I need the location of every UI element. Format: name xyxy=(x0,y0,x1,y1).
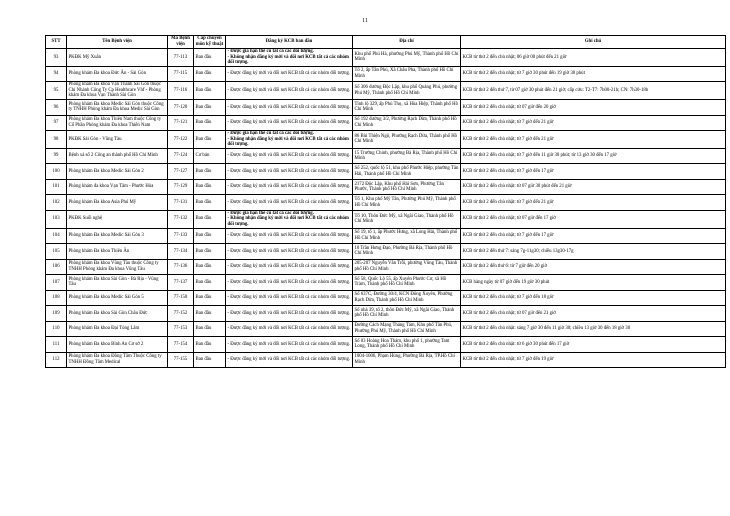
table-row xyxy=(46,66,726,82)
row-code: 77-115 xyxy=(168,66,194,82)
row-registration xyxy=(226,195,353,211)
table-row xyxy=(46,131,726,149)
row-registration xyxy=(226,131,353,149)
row-code: 77-121 xyxy=(168,115,194,131)
row-registration xyxy=(226,352,353,368)
row-level: Ban đầu xyxy=(194,131,226,149)
row-address: Tổ 2, ấp Tân Phú, Xã Châu Pha, Thành phố Hồ Chí Minh xyxy=(353,66,461,82)
row-note: KCB từ thứ 2 đến chủ nhật: sáng 7 giờ 30 đến 11 giờ 30; chiều 13 giờ 30 đến 18 giờ 30 xyxy=(461,321,726,337)
row-stt: 102 xyxy=(46,195,67,211)
row-registration xyxy=(226,49,353,67)
row-hospital-name: Phòng khám Đa khoa Vũng Tàu thuộc Công ty TNHH Phòng khám Đa khoa Vũng Tàu xyxy=(67,259,168,275)
registration-line: - Được đăng ký mới và đổi nơi KCB tất cả các nhóm đối tượng. xyxy=(227,199,351,205)
table-row xyxy=(46,100,726,116)
row-note: KCB từ thứ 2 đến chủ nhật; từ 7 giờ đến 18 giờ xyxy=(461,290,726,306)
registration-line: - Được đăng ký mới và đổi nơi KCB tất cả các nhóm đối tượng. xyxy=(227,184,351,190)
row-code: 77-153 xyxy=(168,321,194,337)
row-note: KCB từ thứ 2 đến chủ nhật; từ 7 giờ đến 21 giờ xyxy=(461,131,726,149)
row-note: KCB từ thứ 2 đến chủ nhật; từ 07 giờ đến 20 giờ xyxy=(461,100,726,116)
row-registration xyxy=(226,100,353,116)
row-note: KCB từ thứ 2 đến chủ nhật; từ 7 giờ đến 17 giờ xyxy=(461,164,726,180)
row-code: 77-137 xyxy=(168,275,194,291)
row-note: KCB từ thứ 2 đến thứ 6: từ 7 giờ đến 20 giờ xyxy=(461,259,726,275)
table-row xyxy=(46,244,726,260)
row-level: Ban đầu xyxy=(194,275,226,291)
row-code: 77-131 xyxy=(168,195,194,211)
table-row xyxy=(46,210,726,228)
row-stt: 96 xyxy=(46,100,67,116)
row-note: KCB từ thứ 2 đến chủ nhật; từ 7 giờ đến 21 giờ xyxy=(461,115,726,131)
table-row xyxy=(46,148,726,164)
row-registration xyxy=(226,210,353,228)
row-code: 77-132 xyxy=(168,210,194,228)
row-level: Ban đầu xyxy=(194,352,226,368)
table-row xyxy=(46,82,726,100)
header-hospital: Tên Bệnh viện xyxy=(67,36,168,49)
row-stt: 108 xyxy=(46,290,67,306)
table-row xyxy=(46,275,726,291)
row-code: 77-136 xyxy=(168,259,194,275)
row-note: KCB từ thứ 2 đến thứ 7, từ 07 giờ 30 phút đến 21 giờ; cấp cứu: T2-T7: 7h00-21h; CN: 7h30-18h xyxy=(461,82,726,100)
row-level: Ban đầu xyxy=(194,321,226,337)
row-note: KCB từ thứ 2 đến chủ nhật; từ 07 giờ đến 17 giờ xyxy=(461,210,726,228)
row-registration xyxy=(226,115,353,131)
table-header-row xyxy=(46,36,726,49)
row-level: Ban đầu xyxy=(194,66,226,82)
table-row xyxy=(46,115,726,131)
row-hospital-name: Phòng khám Đa khoa Sài Gòn - Bà Rịa - Vũng Tàu xyxy=(67,275,168,291)
row-level: Ban đầu xyxy=(194,195,226,211)
row-hospital-name: Phòng khám Đa khoa Medic Sài Gòn 3 xyxy=(67,228,168,244)
row-hospital-name: Phòng khám Đa khoa Đại Tòng Lâm xyxy=(67,321,168,337)
row-hospital-name: Phòng khám Đa khoa Bình An Cơ sở 2 xyxy=(67,337,168,353)
row-code: 77-116 xyxy=(168,82,194,100)
row-level: Ban đầu xyxy=(194,244,226,260)
table-row xyxy=(46,228,726,244)
row-note: KCB hàng ngày từ 07 giờ đến 19 giờ 30 phút xyxy=(461,275,726,291)
row-address: Số 252, quốc lộ 51, khu phố Phước Hiệp, phường Tân Hải, Thành phố Hồ Chí Minh xyxy=(353,164,461,180)
row-code: 77-124 xyxy=(168,148,194,164)
table-row xyxy=(46,49,726,67)
row-note: KCB từ thứ 2 đến chủ nhật; 06 giờ 00 phút đến 21 giờ xyxy=(461,49,726,67)
row-code: 77-134 xyxy=(168,244,194,260)
registration-line: - Không nhận đăng ký mới và đổi nơi KCB tất cả các nhóm đối tượng. xyxy=(227,54,349,66)
row-code: 77-122 xyxy=(168,131,194,149)
row-hospital-name: Phòng khám Đa khoa Đức Ân - Sài Gòn xyxy=(67,66,168,82)
row-address: 86 Bùi Thiện Ngộ, Phường Rạch Dừa, Thành phố Hồ Chí Minh xyxy=(353,131,461,149)
header-stt: STT xyxy=(46,36,67,49)
row-address: Số 306 đường Độc Lập, khu phố Quảng Phú, phường Phú Mỹ, Thành phố Hồ Chí Minh xyxy=(353,82,461,100)
row-address: 15 Trường Chinh, phường Bà Rịa, Thành phố Hồ Chí Minh xyxy=(353,148,461,164)
row-address: Tổ 10, Thôn Đức Mỹ, xã Ngãi Giao, Thành phố Hồ Chí Minh xyxy=(353,210,461,228)
registration-line: - Được đăng ký mới và đổi nơi KCB tất cả các nhóm đối tượng. xyxy=(227,310,351,316)
registration-line: - Được gia hạn thẻ cũ tất cả các đối tượng. xyxy=(227,210,314,216)
row-registration xyxy=(226,321,353,337)
row-address: 1004-1006, Phạm Hùng, Phường Bà Rịa, TP.Hồ Chí Minh xyxy=(353,352,461,368)
row-level: Cơ bản xyxy=(194,148,226,164)
registration-line: - Được đăng ký mới và đổi nơi KCB tất cả các nhóm đối tượng. xyxy=(227,341,351,347)
row-code: 77-155 xyxy=(168,352,194,368)
row-hospital-name: Phòng khám Đa khoa Medic Sài Gòn 2 xyxy=(67,164,168,180)
row-stt: 94 xyxy=(46,66,67,82)
row-hospital-name: Phòng khám Đa khoa Đồng Tâm Thuộc Công ty TNHH Đồng Tâm Medical xyxy=(67,352,168,368)
row-level: Ban đầu xyxy=(194,290,226,306)
row-stt: 109 xyxy=(46,306,67,322)
row-hospital-name: PKĐK Mỹ Xuân xyxy=(67,49,168,67)
facility-table xyxy=(45,35,726,368)
table-body xyxy=(46,49,726,368)
registration-line: - Được đăng ký mới và đổi nơi KCB tất cả các nhóm đối tượng. xyxy=(227,168,351,174)
row-level: Ban đầu xyxy=(194,228,226,244)
registration-line: - Được đăng ký mới và đổi nơi KCB tất cả các nhóm đối tượng. xyxy=(227,87,351,93)
row-hospital-name: Phòng khám Đa khoa Vạn Thành Sài Gòn thuộc Chi Nhánh Công Ty Cp Healthcare Vhf - Phòng khám Đa khoa Vạn Thành Sài Gòn xyxy=(67,82,168,100)
row-address: Khu phố Phú Hà, phường Phú Mỹ, Thành phố Hồ Chí Minh xyxy=(353,49,461,67)
row-stt: 104 xyxy=(46,228,67,244)
row-level: Ban đầu xyxy=(194,82,226,100)
header-code: Mã Bệnh viện xyxy=(168,36,194,49)
row-code: 77-129 xyxy=(168,179,194,195)
table-row xyxy=(46,164,726,180)
row-registration xyxy=(226,244,353,260)
table-row xyxy=(46,337,726,353)
row-code: 77-113 xyxy=(168,49,194,67)
row-code: 77-154 xyxy=(168,337,194,353)
row-code: 77-152 xyxy=(168,306,194,322)
row-stt: 98 xyxy=(46,131,67,149)
row-note: KCB từ thứ 2 đến chủ nhật; từ 7 giờ đến 11 giờ 30 phút; từ 13 giờ 30 đến 17 giờ xyxy=(461,148,726,164)
row-note: KCB từ thứ 2 đến chủ nhật: từ 7 giờ đến 21 giờ xyxy=(461,195,726,211)
row-address: Số 637C, Đường 30/4, KCN Đông Xuyên, Phường Rạch Dừa, Thành phố Hồ Chí Minh xyxy=(353,290,461,306)
row-code: 77-127 xyxy=(168,164,194,180)
registration-line: - Được đăng ký mới và đổi nơi KCB tất cả các nhóm đối tượng. xyxy=(227,153,351,159)
row-registration xyxy=(226,290,353,306)
row-stt: 95 xyxy=(46,82,67,100)
row-stt: 110 xyxy=(46,321,67,337)
row-registration xyxy=(226,275,353,291)
row-level: Ban đầu xyxy=(194,100,226,116)
row-address: 2172 Độc Lập, Khu phố Hải Sơn, Phường Tân Phước, Thành phố Hồ Chí Minh xyxy=(353,179,461,195)
row-hospital-name: Phòng khám Đa khoa Medic Sài Gòn thuộc Công ty TNHH Phòng khám Đa khoa Medic Sài Gòn xyxy=(67,100,168,116)
row-registration xyxy=(226,82,353,100)
registration-line: - Được đăng ký mới và đổi nơi KCB tất cả các nhóm đối tượng. xyxy=(227,264,351,270)
row-note: KCB từ thứ 2 đến thứ 7: sáng 7g-11g30; chiều 13g30-17g xyxy=(461,244,726,260)
registration-line: - Không nhận đăng ký mới và đổi nơi KCB tất cả các nhóm đối tượng. xyxy=(227,136,349,148)
page-number: 11 xyxy=(362,18,368,24)
table-row xyxy=(46,321,726,337)
row-registration xyxy=(226,306,353,322)
row-stt: 97 xyxy=(46,115,67,131)
row-registration xyxy=(226,148,353,164)
row-address: Đường Cách Mạng Tháng Tám, Khu phố Tân Phú, Phường Phú Mỹ, Thành phố Hồ Chí Minh xyxy=(353,321,461,337)
table-row xyxy=(46,179,726,195)
row-level: Ban đầu xyxy=(194,164,226,180)
row-registration xyxy=(226,228,353,244)
row-address: Số 58, Quốc Lộ 55, ấp Xuyên Phước Cơ, xã Hồ Tràm, Thành phố Hồ Chí Minh xyxy=(353,275,461,291)
header-level: Cấp chuyên môn kỹ thuật xyxy=(194,36,226,49)
row-stt: 99 xyxy=(46,148,67,164)
row-address: Số 19, tổ 1, ấp Phước Hưng, xã Long Hải, Thành phố Hồ Chí Minh xyxy=(353,228,461,244)
registration-line: - Được đăng ký mới và đổi nơi KCB tất cả các nhóm đối tượng. xyxy=(227,104,351,110)
row-note: KCB từ thứ 2 đến chủ nhật; từ 7 giờ đến 17 giờ xyxy=(461,228,726,244)
row-registration xyxy=(226,179,353,195)
row-hospital-name: PKĐK Suối nghệ xyxy=(67,210,168,228)
registration-line: - Được đăng ký mới và đổi nơi KCB tất cả các nhóm đối tượng. xyxy=(227,233,351,239)
row-stt: 112 xyxy=(46,352,67,368)
row-code: 77-120 xyxy=(168,100,194,116)
registration-line: - Không nhận đăng ký mới và đổi nơi KCB tất cả các nhóm đối tượng. xyxy=(227,216,349,228)
table-row xyxy=(46,195,726,211)
row-level: Ban đầu xyxy=(194,115,226,131)
row-code: 77-150 xyxy=(168,290,194,306)
row-hospital-name: Phòng khám Đa khoa Medic Sài Gòn 5 xyxy=(67,290,168,306)
table-row xyxy=(46,259,726,275)
registration-line: - Được đăng ký mới và đổi nơi KCB tất cả các nhóm đối tượng. xyxy=(227,120,351,126)
registration-line: - Được gia hạn thẻ cũ tất cả các đối tượng. xyxy=(227,131,314,137)
row-address: Số 03 Hoàng Hoa Thám, khu phố 1, phường Tam Long, Thành phố Hồ Chí Minh xyxy=(353,337,461,353)
row-level: Ban đầu xyxy=(194,259,226,275)
row-address: Số nhà 39, tổ 2, thôn Đức Mỹ, xã Ngãi Giao, Thành phố Hồ Chí Minh xyxy=(353,306,461,322)
row-hospital-name: Phòng khám Đa khoa Asia Phú Mỹ xyxy=(67,195,168,211)
header-registration: Đăng ký KCB ban đầu xyxy=(226,36,353,49)
row-address: 10 Trần Hưng Đạo, Phường Bà Rịa, Thành phố Hồ Chí Minh xyxy=(353,244,461,260)
table-row xyxy=(46,290,726,306)
row-hospital-name: Phòng khám Đa khoa Thiên Ân xyxy=(67,244,168,260)
row-address: Tổ 1, Khu phố Mỹ Tân, Phường Phú Mỹ, Thành phố Hồ Chí Minh xyxy=(353,195,461,211)
table-row xyxy=(46,306,726,322)
row-hospital-name: Phòng khám Đa khoa Sài Gòn Châu Đức xyxy=(67,306,168,322)
row-stt: 100 xyxy=(46,164,67,180)
registration-line: - Được đăng ký mới và đổi nơi KCB tất cả các nhóm đối tượng. xyxy=(227,326,351,332)
row-note: KCB từ thứ 2 đến chủ nhật: từ 6 giờ 30 phút đến 17 giờ xyxy=(461,337,726,353)
row-note: KCB từ thứ 2 đến chủ nhật; từ 7 giờ đến 19 giờ xyxy=(461,352,726,368)
table-row xyxy=(46,352,726,368)
row-registration xyxy=(226,164,353,180)
row-hospital-name: Phòng khám đa khoa Vạn Tâm - Phước Hòa xyxy=(67,179,168,195)
row-address: 205-207 Nguyễn Văn Trỗi, phường Vũng Tàu, Thành phố Hồ Chí Minh xyxy=(353,259,461,275)
registration-line: - Được đăng ký mới và đổi nơi KCB tất cả các nhóm đối tượng. xyxy=(227,295,351,301)
row-registration xyxy=(226,66,353,82)
registration-line: - Được đăng ký mới và đổi nơi KCB tất cả các nhóm đối tượng. xyxy=(227,279,351,285)
registration-line: - Được đăng ký mới và đổi nơi KCB tất cả các nhóm đối tượng. xyxy=(227,357,351,363)
registration-line: - Được gia hạn thẻ cũ tất cả các đối tượng. xyxy=(227,49,314,54)
row-level: Ban đầu xyxy=(194,179,226,195)
row-address: Tỉnh lộ 329, ấp Phú Thọ, xã Hòa Hiệp, Thành phố Hồ Chí Minh xyxy=(353,100,461,116)
header-note: Ghi chú xyxy=(461,36,726,49)
row-note: KCB từ thứ 2 đến chủ nhật; từ 07 giờ đến 21 giờ xyxy=(461,306,726,322)
row-level: Ban đầu xyxy=(194,337,226,353)
row-address: Số 192 đường 3/2, Phường Rạch Dừa, Thành phố Hồ Chí Minh xyxy=(353,115,461,131)
row-note: KCB từ thứ 2 đến chủ nhật: từ 07 giờ 30 phút đến 21 giờ xyxy=(461,179,726,195)
row-registration xyxy=(226,337,353,353)
row-stt: 103 xyxy=(46,210,67,228)
row-note: KCB từ thứ 2 đến chủ nhật; từ 7 giờ 30 phút đến 19 giờ 30 phút xyxy=(461,66,726,82)
row-stt: 105 xyxy=(46,244,67,260)
row-level: Ban đầu xyxy=(194,49,226,67)
row-stt: 93 xyxy=(46,49,67,67)
row-hospital-name: PKĐK Sài Gòn - Vũng Tàu xyxy=(67,131,168,149)
row-level: Ban đầu xyxy=(194,210,226,228)
registration-line: - Được đăng ký mới và đổi nơi KCB tất cả các nhóm đối tượng. xyxy=(227,71,351,77)
row-stt: 107 xyxy=(46,275,67,291)
row-stt: 111 xyxy=(46,337,67,353)
row-code: 77-133 xyxy=(168,228,194,244)
registration-line: - Được đăng ký mới và đổi nơi KCB tất cả các nhóm đối tượng. xyxy=(227,248,351,254)
row-registration xyxy=(226,259,353,275)
row-hospital-name: Bệnh xá số 2 Công an thành phố Hồ Chí Minh xyxy=(67,148,168,164)
row-stt: 101 xyxy=(46,179,67,195)
header-address: Địa chỉ xyxy=(353,36,461,49)
row-stt: 106 xyxy=(46,259,67,275)
row-hospital-name: Phòng khám Đa khoa Thiên Nam thuộc Công ty Cổ Phần Phòng khám Đa khoa Thiên Nam xyxy=(67,115,168,131)
row-level: Ban đầu xyxy=(194,306,226,322)
